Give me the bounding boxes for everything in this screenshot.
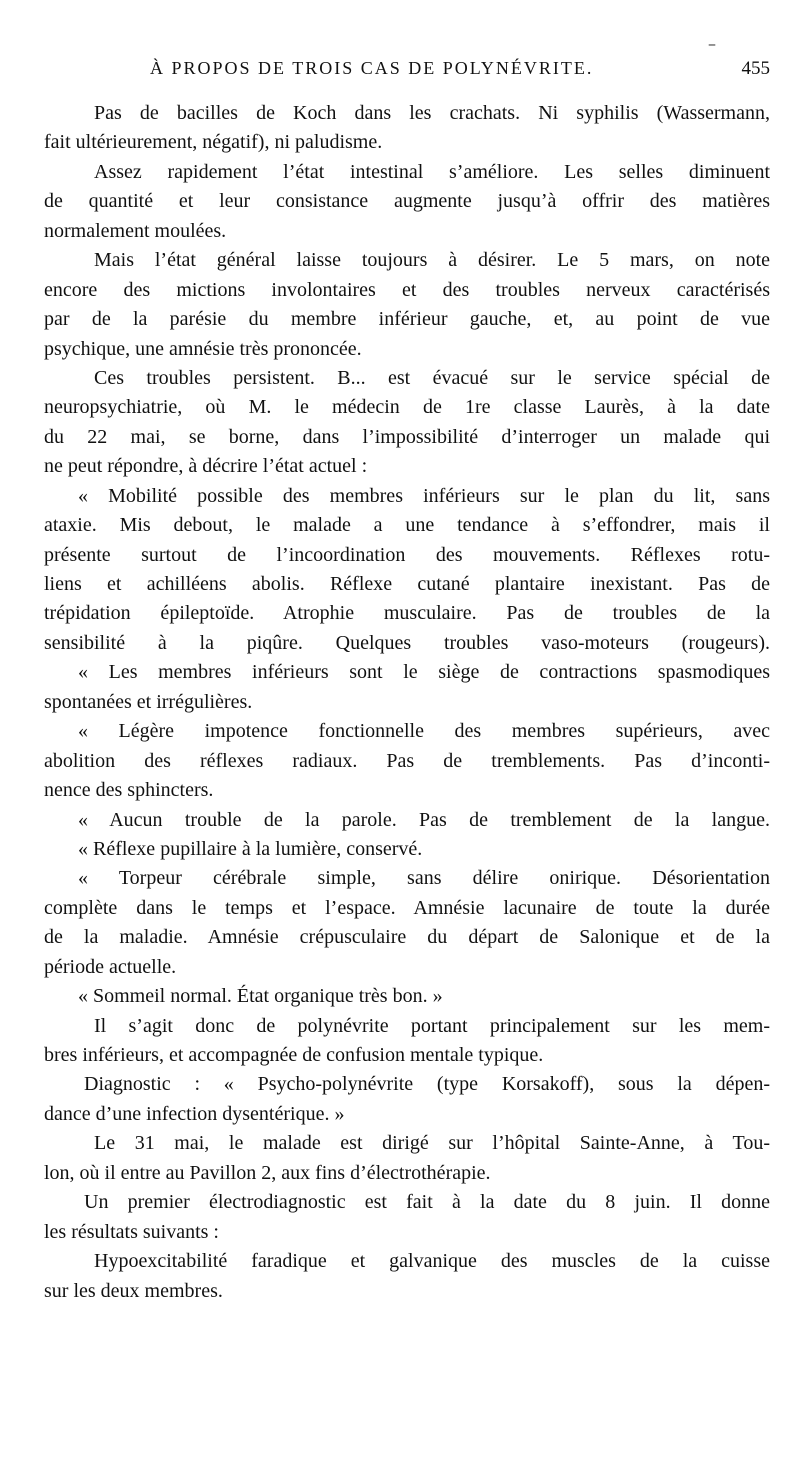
text-line: de la maladie. Amnésie crépusculaire du départ de Salonique et de la [44, 926, 770, 949]
text-line: abolition des réflexes radiaux. Pas de tremblements. Pas d’inconti- [44, 749, 770, 772]
text-line: bres inférieurs, et accompagnée de confusion mentale typique. [44, 1044, 544, 1066]
text-line: sensibilité à la piqûre. Quelques troubles vaso-moteurs (rougeurs). [44, 631, 770, 654]
text-line: normalement moulées. [44, 219, 227, 242]
text-line: par de la parésie du membre inférieur gauche, et, au point de vue [44, 308, 770, 331]
scan-mark: – [708, 34, 716, 53]
text-line: trépidation épileptoïde. Atrophie musculaire. Pas de troubles de la [44, 602, 770, 625]
page-header [40, 58, 770, 88]
text-line: « Sommeil normal. État organique très bon. » [78, 985, 443, 1008]
text-line: Diagnostic : « Psycho-polynévrite (type Korsakoff), sous la dépen- [84, 1073, 770, 1096]
text-line: lon, où il entre au Pavillon 2, aux fins d’électrothérapie. [44, 1161, 491, 1184]
text-line: spontanées et irrégulières. [44, 690, 253, 713]
text-line: Le 31 mai, le malade est dirigé sur l’hôpital Sainte-Anne, à Tou- [94, 1132, 770, 1155]
text-line: psychique, une amnésie très prononcée. [44, 337, 362, 360]
text-line: Un premier électrodiagnostic est fait à la date du 8 juin. Il donne [84, 1191, 770, 1214]
text-line: « Légère impotence fonctionnelle des membres supérieurs, avec [78, 720, 770, 743]
text-line: complète dans le temps et l’espace. Amnésie lacunaire de toute la durée [44, 896, 770, 919]
text-line: Il s’agit donc de polynévrite portant principalement sur les mem- [94, 1014, 770, 1037]
text-line: Assez rapidement l’état intestinal s’améliore. Les selles diminuent [94, 160, 770, 183]
text-line: dance d’une infection dysentérique. » [44, 1102, 345, 1125]
text-line: « Aucun trouble de la parole. Pas de tremblement de la langue. [78, 808, 770, 831]
text-line: fait ultérieurement, négatif), ni paludisme. [44, 131, 383, 154]
text-line: ataxie. Mis debout, le malade a une tendance à s’effondrer, mais il [44, 514, 770, 537]
text-line: du 22 mai, se borne, dans l’impossibilité d’interroger un malade qui [44, 425, 770, 448]
body-text [44, 99, 770, 1306]
text-line: neuropsychiatrie, où M. le médecin de 1re classe Laurès, à la date [44, 396, 770, 419]
text-line: Hypoexcitabilité faradique et galvanique des muscles de la cuisse [94, 1250, 770, 1273]
text-line: « Les membres inférieurs sont le siège de contractions spasmodiques [78, 661, 770, 684]
text-line: encore des mictions involontaires et des troubles nerveux caractérisés [44, 278, 770, 301]
text-line: de quantité et leur consistance augmente jusqu’à offrir des matières [44, 190, 770, 213]
text-line: les résultats suivants : [44, 1220, 219, 1243]
text-line: Pas de bacilles de Koch dans les crachats. Ni syphilis (Wassermann, [94, 102, 770, 124]
text-line: Mais l’état général laisse toujours à désirer. Le 5 mars, on note [94, 249, 770, 272]
text-line: nence des sphincters. [44, 779, 214, 802]
text-line: liens et achilléens abolis. Réflexe cutané plantaire inexistant. Pas de [44, 573, 770, 595]
text-line: présente surtout de l’incoordination des mouvements. Réflexes rotu- [44, 543, 770, 566]
running-title: À PROPOS DE TROIS CAS DE POLYNÉVRITE. [150, 58, 594, 78]
text-line: « Torpeur cérébrale simple, sans délire onirique. Désorientation [78, 867, 770, 890]
text-line: Ces troubles persistent. B... est évacué sur le service spécial de [94, 366, 770, 389]
text-line: période actuelle. [44, 955, 177, 978]
text-line: ne peut répondre, à décrire l’état actuel : [44, 455, 368, 478]
text-line: « Réflexe pupillaire à la lumière, conservé. [78, 837, 423, 860]
text-line: « Mobilité possible des membres inférieurs sur le plan du lit, sans [78, 484, 770, 507]
text-line: sur les deux membres. [44, 1279, 223, 1302]
page-number: 455 [741, 58, 770, 79]
